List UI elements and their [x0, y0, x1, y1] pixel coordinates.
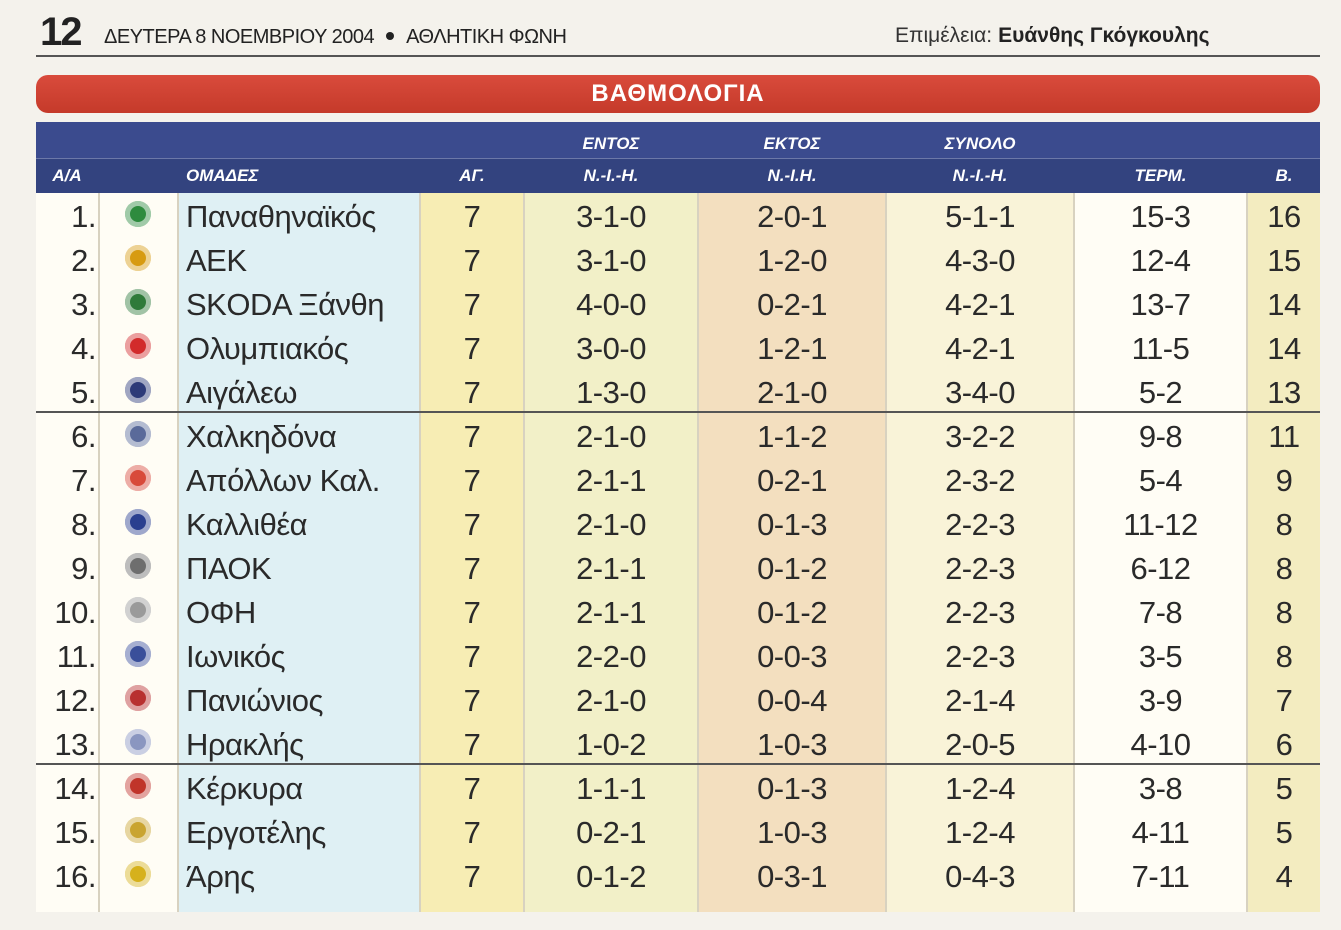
away-record-cell: 0-2-1 — [757, 287, 827, 322]
total-record-cell: 4-3-0 — [945, 243, 1015, 278]
away-record-cell: 2-0-1 — [757, 199, 827, 234]
played-cell: 7 — [463, 683, 481, 718]
home-record-cell: 3-1-0 — [576, 243, 646, 278]
played-cell: 7 — [463, 727, 481, 762]
played-cell: 7 — [463, 419, 481, 454]
total-record-cell: 5-1-1 — [945, 199, 1015, 234]
rank-cell: 2. — [71, 243, 96, 278]
team-logo-icon — [125, 201, 151, 227]
points-cell: 13 — [1267, 375, 1301, 410]
goals-cell: 5-2 — [1138, 375, 1183, 410]
points-header: Β. — [1275, 166, 1293, 185]
points-cell: 7 — [1275, 683, 1293, 718]
home-record-cell: 1-3-0 — [576, 375, 646, 410]
away-header: Ν.-Ι.Η. — [767, 166, 817, 185]
away-record-cell: 2-1-0 — [757, 375, 827, 410]
table-row — [36, 192, 1320, 236]
team-logo-icon — [125, 553, 151, 579]
team-logo-icon — [125, 641, 151, 667]
team-name-cell: Χαλκηδόνα — [186, 419, 337, 454]
team-logo-icon — [125, 597, 151, 623]
team-name-cell: Πανιώνιος — [186, 683, 323, 718]
team-logo-icon — [125, 465, 151, 491]
team-logo-icon — [125, 245, 151, 271]
home-record-cell: 2-1-1 — [576, 595, 646, 630]
team-name-cell: Ολυμπιακός — [186, 331, 349, 366]
publication-name: ΑΘΛΗΤΙΚΗ ΦΩΝΗ — [406, 26, 567, 48]
away-record-cell: 0-0-4 — [757, 683, 827, 718]
total-record-cell: 2-1-4 — [945, 683, 1015, 718]
goals-cell: 4-11 — [1131, 815, 1190, 850]
team-name-cell: SKODA Ξάνθη — [186, 287, 384, 322]
total-record-cell: 2-2-3 — [945, 639, 1015, 674]
goals-cell: 11-5 — [1131, 331, 1190, 366]
home-record-cell: 3-1-0 — [576, 199, 646, 234]
team-name-cell: Καλλιθέα — [186, 507, 308, 542]
team-name-cell: Κέρκυρα — [186, 771, 303, 806]
goals-cell: 15-3 — [1130, 199, 1191, 234]
played-cell: 7 — [463, 331, 481, 366]
dateline — [104, 26, 566, 49]
goals-cell: 4-10 — [1130, 727, 1191, 762]
team-header: ΟΜΑΔΕΣ — [186, 166, 259, 185]
home-record-cell: 1-1-1 — [576, 771, 646, 806]
group-away-header: ΕΚΤΟΣ — [763, 134, 821, 153]
table-row — [36, 456, 1320, 500]
table-row — [36, 720, 1320, 764]
team-logo-icon — [125, 509, 151, 535]
bullet-icon — [386, 32, 394, 40]
away-record-cell: 0-0-3 — [757, 639, 827, 674]
total-record-cell: 1-2-4 — [945, 815, 1015, 850]
home-record-cell: 2-1-0 — [576, 683, 646, 718]
table-row — [36, 588, 1320, 632]
team-logo-icon — [125, 289, 151, 315]
points-cell: 15 — [1267, 243, 1301, 278]
played-cell: 7 — [463, 463, 481, 498]
table-row — [36, 632, 1320, 676]
points-cell: 6 — [1275, 727, 1293, 762]
rank-cell: 6. — [71, 419, 96, 454]
rank-header: Α/Α — [52, 166, 82, 185]
points-cell: 16 — [1267, 199, 1301, 234]
home-record-cell: 1-0-2 — [576, 727, 646, 762]
played-cell: 7 — [463, 551, 481, 586]
rank-cell: 14. — [54, 771, 96, 806]
home-record-cell: 0-1-2 — [576, 859, 646, 894]
team-logo-icon — [125, 861, 151, 887]
goals-cell: 7-11 — [1131, 859, 1190, 894]
table-row — [36, 412, 1320, 456]
total-record-cell: 3-2-2 — [945, 419, 1015, 454]
group-divider — [36, 411, 1320, 413]
table-group-header — [36, 122, 1320, 158]
played-cell: 7 — [463, 243, 481, 278]
team-name-cell: Εργοτέλης — [186, 815, 326, 850]
rank-cell: 16. — [54, 859, 96, 894]
total-record-cell: 2-3-2 — [945, 463, 1015, 498]
total-record-cell: 4-2-1 — [945, 331, 1015, 366]
table-column-header — [36, 158, 1320, 193]
home-record-cell: 2-2-0 — [576, 639, 646, 674]
group-home-header: ΕΝΤΟΣ — [582, 134, 640, 153]
home-record-cell: 3-0-0 — [576, 331, 646, 366]
table-row — [36, 544, 1320, 588]
team-name-cell: Απόλλων Καλ. — [186, 463, 380, 498]
goals-cell: 7-8 — [1138, 595, 1183, 630]
away-record-cell: 1-0-3 — [757, 815, 827, 850]
table-row — [36, 808, 1320, 852]
goals-cell: 6-12 — [1130, 551, 1191, 586]
rank-cell: 1. — [71, 199, 96, 234]
points-cell: 8 — [1275, 551, 1293, 586]
home-record-cell: 2-1-0 — [576, 507, 646, 542]
rank-cell: 13. — [54, 727, 96, 762]
rank-cell: 12. — [54, 683, 96, 718]
table-row — [36, 764, 1320, 808]
goals-header: ΤΕΡΜ. — [1134, 166, 1187, 185]
played-cell: 7 — [463, 595, 481, 630]
total-header: Ν.-Ι.-Η. — [952, 166, 1008, 185]
rank-cell: 7. — [71, 463, 96, 498]
table-row — [36, 324, 1320, 368]
away-record-cell: 1-0-3 — [757, 727, 827, 762]
played-header: ΑΓ. — [459, 166, 485, 185]
table-row — [36, 676, 1320, 720]
away-record-cell: 0-1-3 — [757, 507, 827, 542]
away-record-cell: 0-1-2 — [757, 551, 827, 586]
points-cell: 5 — [1275, 771, 1293, 806]
points-cell: 8 — [1275, 595, 1293, 630]
rank-cell: 9. — [71, 551, 96, 586]
points-cell: 4 — [1275, 859, 1293, 894]
page-header — [0, 0, 1341, 56]
total-record-cell: 4-2-1 — [945, 287, 1015, 322]
editor-name: Ευάνθης Γκόγκουλης — [998, 24, 1210, 47]
team-logo-icon — [125, 377, 151, 403]
rank-cell: 4. — [71, 331, 96, 366]
total-record-cell: 2-2-3 — [945, 595, 1015, 630]
away-record-cell: 1-1-2 — [757, 419, 827, 454]
table-row — [36, 236, 1320, 280]
away-record-cell: 0-1-3 — [757, 771, 827, 806]
standings-banner: ΒΑΘΜΟΛΟΓΙΑ — [36, 75, 1320, 113]
rank-cell: 10. — [54, 595, 96, 630]
home-record-cell: 4-0-0 — [576, 287, 646, 322]
home-record-cell: 0-2-1 — [576, 815, 646, 850]
table-row — [36, 280, 1320, 324]
home-record-cell: 2-1-0 — [576, 419, 646, 454]
away-record-cell: 1-2-1 — [757, 331, 827, 366]
team-name-cell: ΟΦΗ — [186, 595, 256, 630]
header-rule — [36, 55, 1320, 57]
away-record-cell: 0-2-1 — [757, 463, 827, 498]
goals-cell: 9-8 — [1138, 419, 1183, 454]
team-name-cell: Ιωνικός — [186, 639, 286, 674]
team-logo-icon — [125, 421, 151, 447]
away-record-cell: 0-3-1 — [757, 859, 827, 894]
total-record-cell: 0-4-3 — [945, 859, 1015, 894]
away-record-cell: 0-1-2 — [757, 595, 827, 630]
team-name-cell: Άρης — [186, 859, 255, 894]
home-record-cell: 2-1-1 — [576, 551, 646, 586]
goals-cell: 11-12 — [1123, 507, 1198, 542]
standings-table — [36, 122, 1320, 912]
played-cell: 7 — [463, 639, 481, 674]
table-row — [36, 852, 1320, 896]
goals-cell: 13-7 — [1130, 287, 1191, 322]
editor-label: Επιμέλεια: — [895, 24, 993, 47]
team-logo-icon — [125, 729, 151, 755]
total-record-cell: 2-0-5 — [945, 727, 1015, 762]
total-record-cell: 3-4-0 — [945, 375, 1015, 410]
played-cell: 7 — [463, 507, 481, 542]
points-cell: 8 — [1275, 639, 1293, 674]
total-record-cell: 1-2-4 — [945, 771, 1015, 806]
points-cell: 5 — [1275, 815, 1293, 850]
editor-credit — [895, 24, 1210, 48]
team-name-cell: Αιγάλεω — [186, 375, 298, 410]
points-cell: 14 — [1267, 331, 1301, 366]
played-cell: 7 — [463, 815, 481, 850]
team-logo-icon — [125, 685, 151, 711]
rank-cell: 8. — [71, 507, 96, 542]
goals-cell: 5-4 — [1138, 463, 1183, 498]
rank-cell: 3. — [71, 287, 96, 322]
goals-cell: 3-8 — [1138, 771, 1183, 806]
home-record-cell: 2-1-1 — [576, 463, 646, 498]
played-cell: 7 — [463, 199, 481, 234]
table-row — [36, 368, 1320, 412]
group-total-header: ΣΥΝΟΛΟ — [944, 134, 1016, 153]
played-cell: 7 — [463, 771, 481, 806]
goals-cell: 3-5 — [1138, 639, 1183, 674]
team-name-cell: Ηρακλής — [186, 727, 304, 762]
goals-cell: 12-4 — [1130, 243, 1191, 278]
goals-cell: 3-9 — [1138, 683, 1183, 718]
points-cell: 14 — [1267, 287, 1301, 322]
played-cell: 7 — [463, 287, 481, 322]
date-text: ΔΕΥΤΕΡΑ 8 ΝΟΕΜΒΡΙΟΥ 2004 — [104, 26, 375, 48]
points-cell: 9 — [1275, 463, 1293, 498]
page-number: 12 — [40, 10, 81, 54]
group-divider — [36, 763, 1320, 765]
team-logo-icon — [125, 333, 151, 359]
played-cell: 7 — [463, 859, 481, 894]
rank-cell: 11. — [56, 639, 96, 674]
total-record-cell: 2-2-3 — [945, 551, 1015, 586]
team-name-cell: ΠΑΟΚ — [186, 551, 272, 586]
rank-cell: 5. — [71, 375, 96, 410]
team-name-cell: ΑΕΚ — [186, 243, 247, 278]
total-record-cell: 2-2-3 — [945, 507, 1015, 542]
table-row — [36, 500, 1320, 544]
team-name-cell: Παναθηναϊκός — [186, 199, 376, 234]
away-record-cell: 1-2-0 — [757, 243, 827, 278]
home-header: Ν.-Ι.-Η. — [583, 166, 639, 185]
played-cell: 7 — [463, 375, 481, 410]
team-logo-icon — [125, 773, 151, 799]
points-cell: 8 — [1275, 507, 1293, 542]
points-cell: 11 — [1268, 419, 1300, 454]
rank-cell: 15. — [54, 815, 96, 850]
team-logo-icon — [125, 817, 151, 843]
